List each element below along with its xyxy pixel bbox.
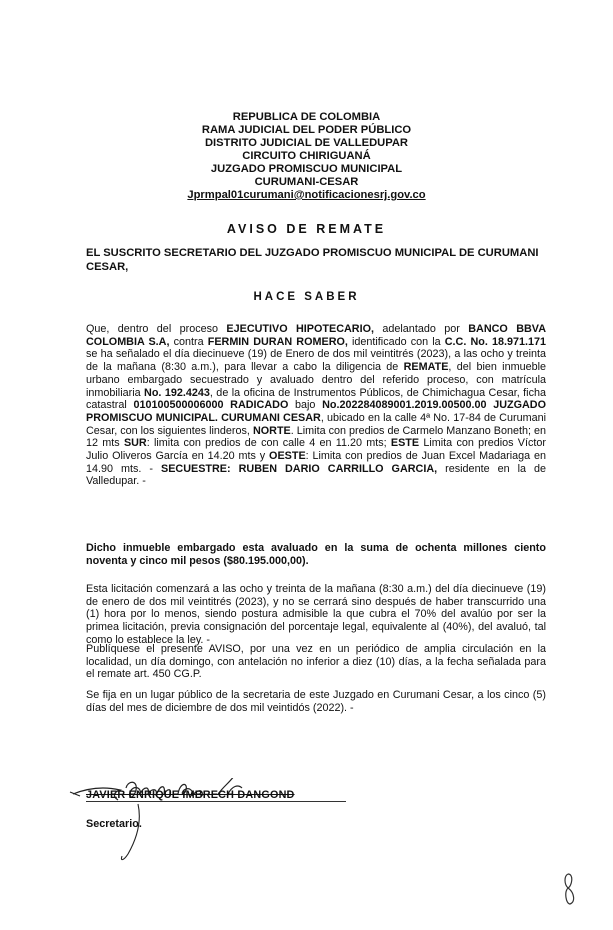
main-paragraph-run: , ubicado en la calle 4ª No. 17-84 de Curumani Cesar, con los siguientes linderos, (86, 411, 546, 437)
signatory-role: Secretario. (86, 818, 142, 830)
header-line-circuit: CIRCUITO CHIRIGUANÁ (242, 150, 371, 162)
main-paragraph-run: SECUESTRE: RUBEN DARIO CARRILLO GARCIA, (161, 462, 438, 475)
header-line-branch: RAMA JUDICIAL DEL PODER PÚBLICO (201, 124, 412, 136)
main-paragraph-run: bajo (288, 399, 323, 412)
court-email-link[interactable]: Jprmpal01curumani@notificacionesrj.gov.co (187, 189, 426, 201)
main-paragraph-run: se ha señalado el día diecinueve (19) de Enero de dos mil veintitrés (2023), a las ocho y treinta de la mañana (8:30 a.m.), para llevar a cabo la diligencia de (86, 348, 546, 374)
main-paragraph-run: adelantado por (374, 323, 469, 335)
hace-saber-heading: HACE SABER (253, 291, 360, 303)
main-paragraph-run: No.202284089001.2019.00500.00 JUZGADO PROMISCUO MUNICIPAL. CURUMANI CESAR (86, 399, 546, 424)
main-paragraph-run: SUR (123, 437, 147, 450)
header-line-district: DISTRITO JUDICIAL DE VALLEDUPAR (204, 137, 409, 149)
main-paragraph-run: : limita con predios de con calle 4 en 11.20 mts; (146, 437, 391, 450)
main-paragraph-run: ESTE (390, 437, 420, 450)
main-paragraph-run: . Limita con predios de Carmelo Manzano Boneth; en 12 mts (86, 424, 546, 450)
main-paragraph-run: 010100500006000 RADICADO (133, 399, 289, 412)
main-paragraph-run: BANCO BBVA COLOMBIA S.A, (86, 323, 546, 348)
main-paragraph-run: , del bien inmueble urbano embargado secuestrado y avaluado dentro del referido proceso, con matrícula inmobiliaria (86, 361, 546, 399)
valuation-paragraph: Dicho inmueble embargado esta avaluado en la suma de ochenta millones ciento noventa y cinco mil pesos ($80.195.000,00). (86, 542, 546, 567)
main-paragraph-run: contra (169, 335, 208, 348)
posting-paragraph: Se fija en un lugar público de la secretaria de este Juzgado en Curumani Cesar, a los cinco (5) días del mes de diciembre de dos mil veintidós (2022). - (86, 689, 546, 714)
main-paragraph (86, 323, 546, 488)
auction-terms-paragraph: Esta licitación comenzará a las ocho y treinta de la mañana (8:30 a.m.) del día diecinueve (19) de enero de dos mil veintitrés (2023), y no se cerrará sino después de haber transcurrido una (1) hora por lo menos, siendo postura admisible la que cubra el 70% del avalúo por ser la primea licitación, previa consignación del porcentaje legal, equivalente al (40%), del avaluó, tal como lo establece la ley. - (86, 583, 546, 646)
signatory-name: JAVIER ENRIQUE IMBRECH DANGOND (86, 789, 295, 801)
main-paragraph-run: No. 192.4243 (144, 386, 210, 399)
secretary-intro: EL SUSCRITO SECRETARIO DEL JUZGADO PROMISCUO MUNICIPAL DE CURUMANI CESAR, (86, 247, 539, 273)
main-paragraph-run: Limita con predios Víctor Julio Oliveros García en 14.20 mts y (86, 437, 546, 463)
main-paragraph-run: OESTE (269, 450, 306, 463)
handwritten-page-mark (560, 870, 580, 910)
publication-paragraph: Publíquese el presente AVISO, por una vez en un periódico de amplia circulación en la localidad, un día domingo, con antelación no inferior a diez (10) días, a la fecha señalada para el remate art. 450 CG.P. (86, 643, 546, 681)
main-paragraph-run: REMATE (403, 361, 449, 374)
main-paragraph-run: residente en la de Valledupar. - (86, 462, 546, 488)
header-line-court: JUZGADO PROMISCUO MUNICIPAL (210, 163, 403, 175)
main-paragraph-run: EJECUTIVO HIPOTECARIO, (226, 323, 374, 335)
header-line-country: REPUBLICA DE COLOMBIA (232, 111, 381, 123)
document-title: AVISO DE REMATE (226, 222, 387, 236)
main-paragraph-run: NORTE (252, 424, 291, 437)
court-header (0, 111, 613, 202)
main-paragraph-run: : Limita con predios de Juan Excel Madariaga en 14.90 mts. - (86, 450, 546, 475)
main-paragraph-run: C.C. No. 18.971.171 (444, 335, 546, 348)
signature-line (86, 801, 346, 802)
main-paragraph-run: Que, dentro del proceso (86, 323, 227, 335)
main-paragraph-run: identificado con la (347, 335, 445, 348)
main-paragraph-run: , de la oficina de Instrumentos Públicos, de Chimichagua Cesar, ficha catastral (86, 386, 546, 412)
header-line-city: CURUMANI-CESAR (254, 176, 359, 188)
main-paragraph-run: FERMIN DURAN ROMERO, (207, 335, 348, 348)
